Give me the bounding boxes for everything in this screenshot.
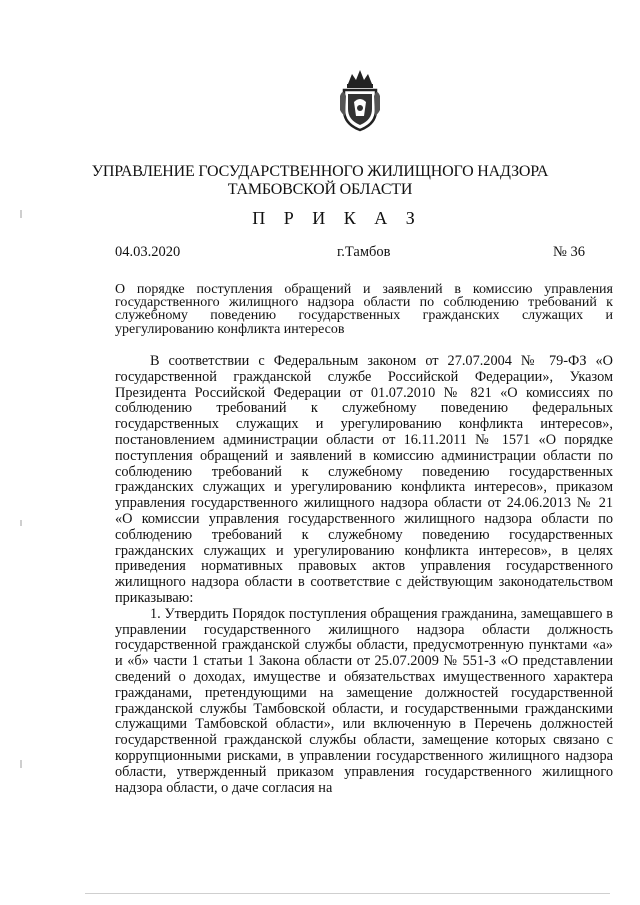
organization-name [0,163,640,199]
scan-margin-mark [20,210,22,218]
document-body [115,354,613,796]
scan-margin-mark [20,520,22,526]
org-line-1: УПРАВЛЕНИЕ ГОСУДАРСТВЕННОГО ЖИЛИЩНОГО НАДЗОРА [91,163,549,180]
document-city: г.Тамбов [337,244,391,260]
org-line-2: ТАМБОВСКОЙ ОБЛАСТИ [227,181,413,198]
document-type: П Р И К А З [252,208,422,228]
scan-margin-mark [20,760,22,768]
scan-bottom-rule [85,893,610,894]
body-paragraph-item-1: 1. Утвердить Порядок поступления обращения гражданина, замещавшего в управлении государственного жилищного надзора области должность государственной гражданской службы области, предусмотренную пунктами «а» и «б» части 1 статьи 1 Закона области от 25.07.2009 № 551-З «О представлении сведений о доходах, имуществе и обязательствах имущественного характера гражданами, претендующими на замещение должностей государственной гражданской службы Тамбовской области, и государственными гражданскими служащими Тамбовской области», или включенную в Перечень должностей государственной гражданской службы области, замещение которых связано с коррупционными рисками, в управлении государственного жилищного надзора области, утвержденный приказом управления государственного жилищного надзора области, о даче согласия на [115,605,613,796]
tambov-coat-of-arms-icon [340,66,380,132]
body-paragraph-preamble: В соответствии с Федеральным законом от 27.07.2004 № 79-ФЗ «О государственной гражданской службе Российской Федерации», Указом Президента Российской Федерации от 01.07.2010 № 821 «О комиссиях по соблюдению требований к служебному поведению федеральных государственных служащих и урегулированию конфликта интересов», постановлением администрации области от 16.11.2011 № 1571 «О порядке поступления обращений и заявлений в комиссию администрации области по соблюдению требований к служебному поведению государственных гражданских служащих и урегулированию конфликта интересов», приказом управления государственного жилищного надзора области от 24.06.2013 № 21 «О комиссии управления государственного жилищного надзора области по соблюдению требований к служебному поведению государственных гражданских служащих и урегулированию конфликта интересов», в целях приведения нормативных правовых актов управления государственного жилищного надзора области в соответствие с действующим законодательством приказываю: [115,353,613,606]
document-number: № 36 [553,244,585,260]
document-date: 04.03.2020 [115,244,181,260]
document-subject: О порядке поступления обращений и заявлений в комиссию управления государственного жилищного надзора области по соблюдению требований к служебному поведению государственных гражданских служащих и урегулированию конфликта интересов [115,282,613,337]
